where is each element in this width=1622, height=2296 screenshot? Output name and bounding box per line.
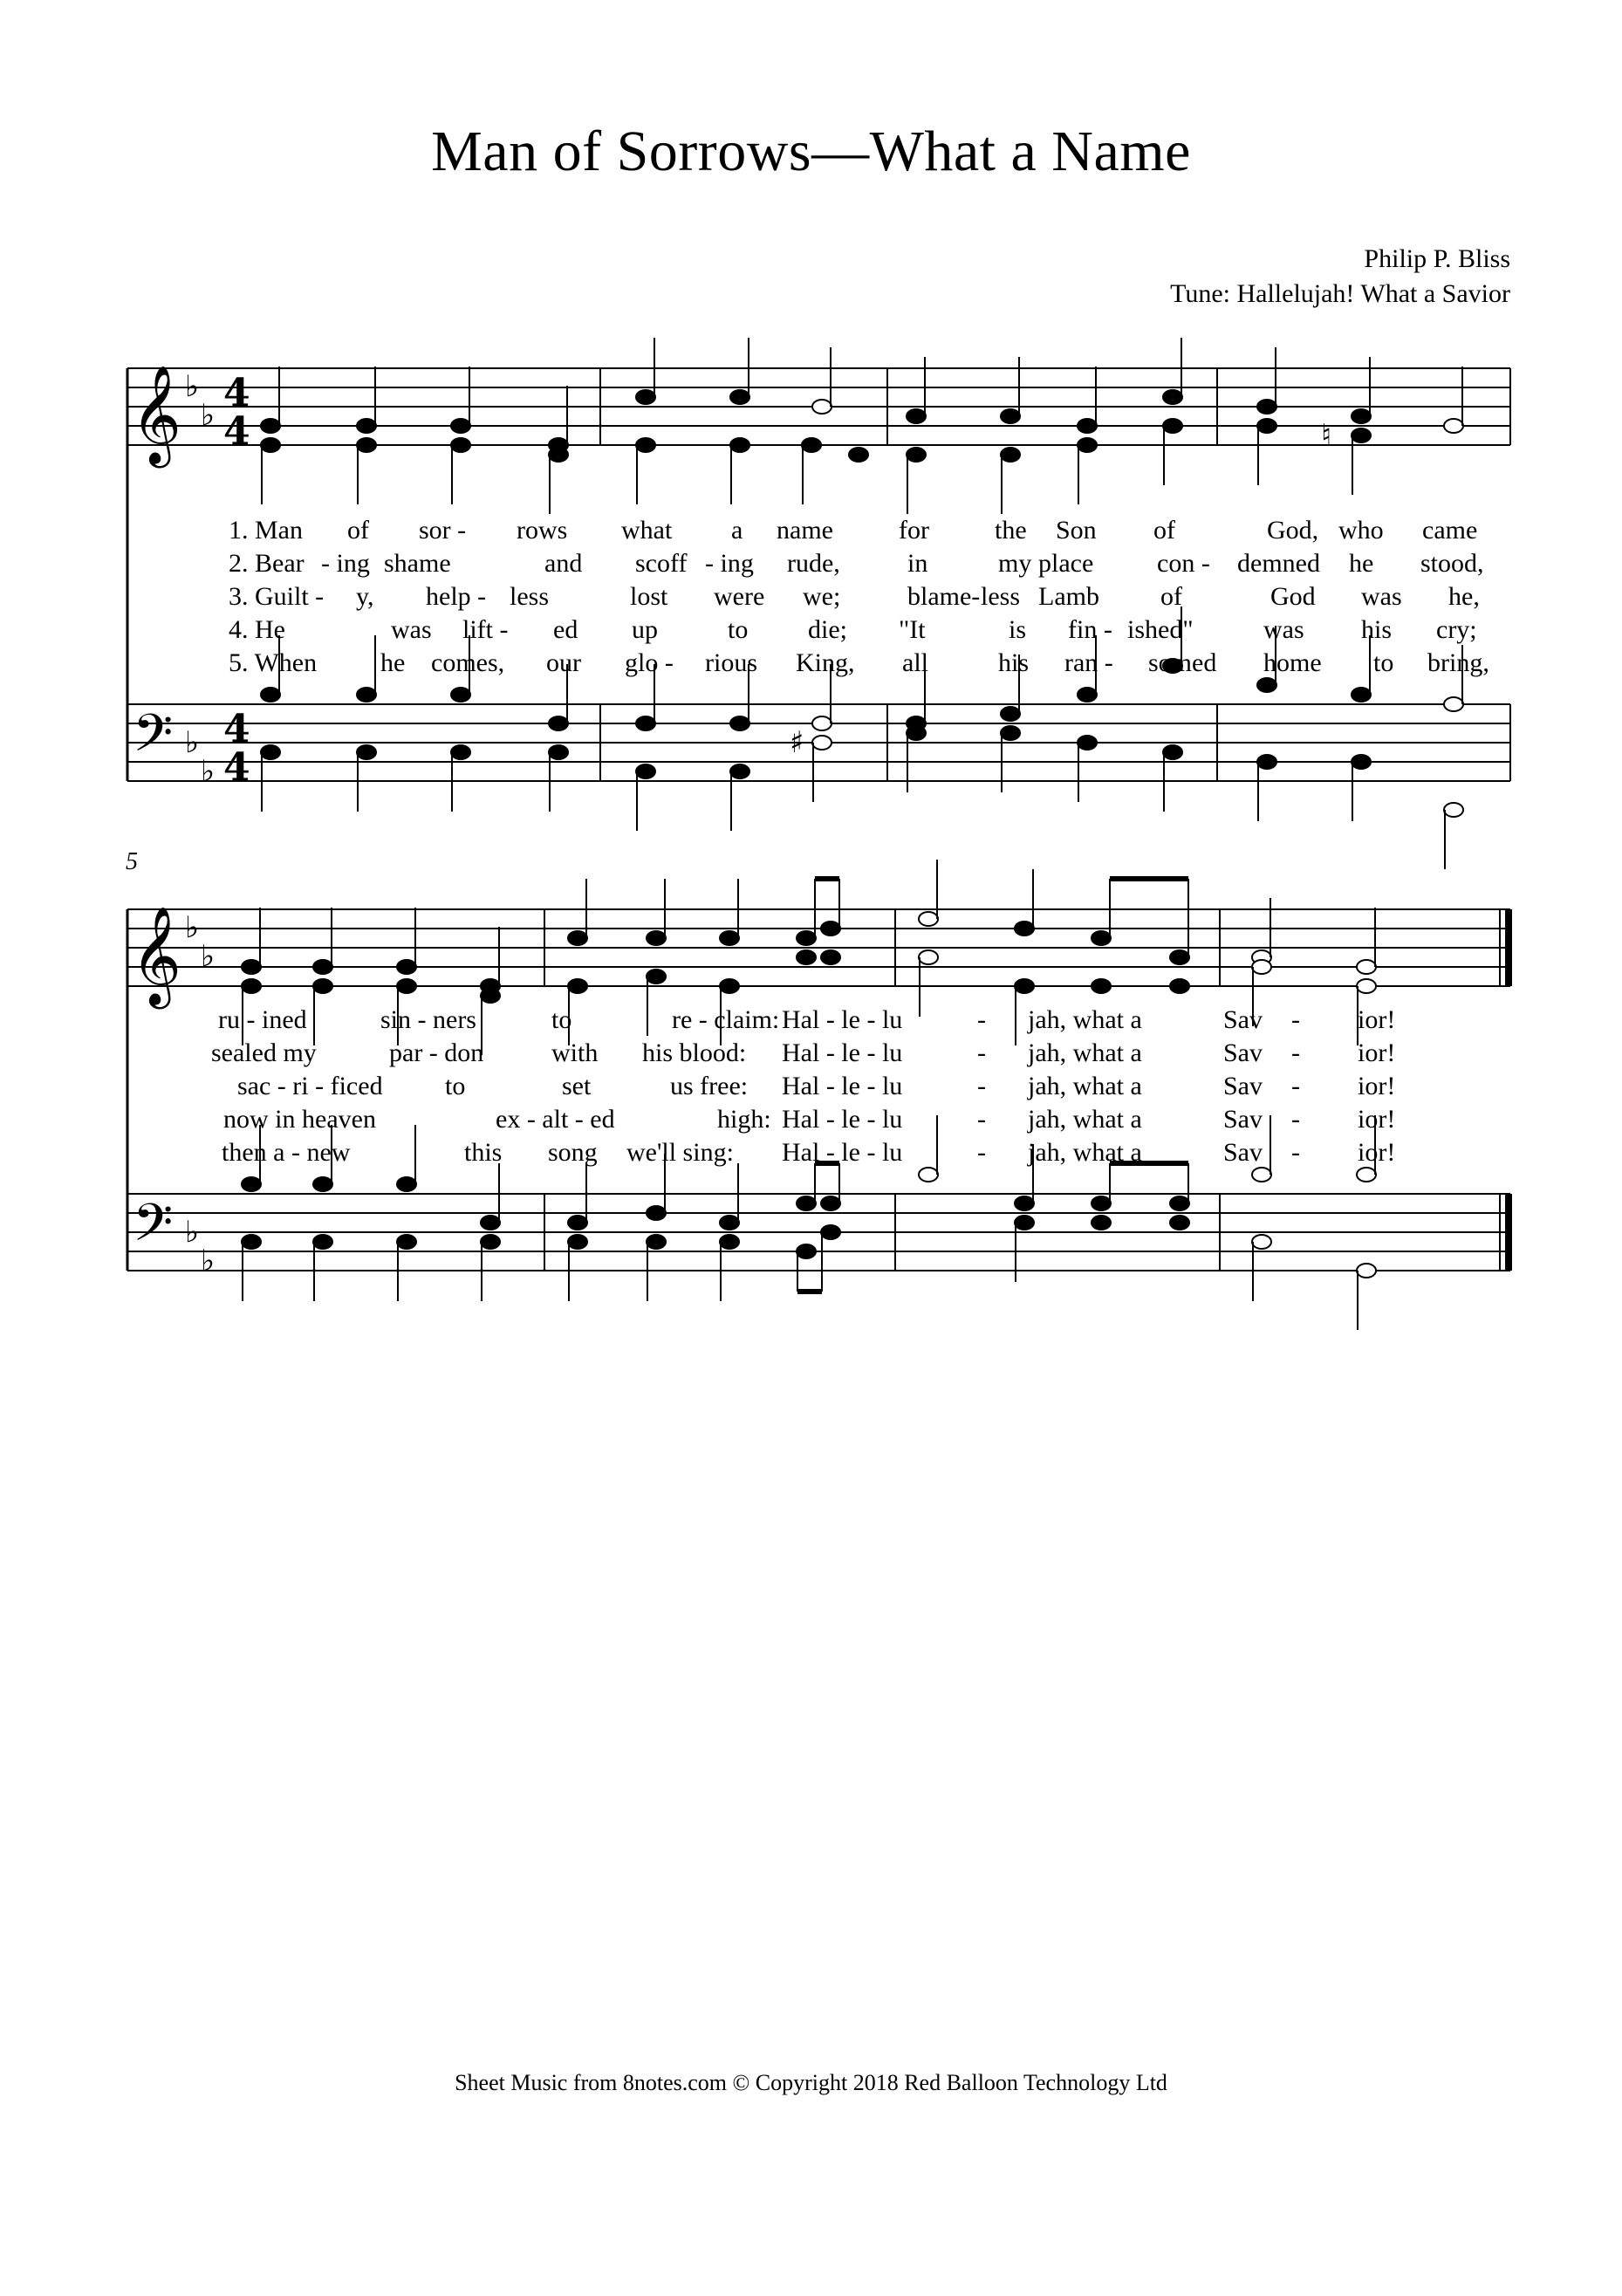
svg-text:with: with [551, 1038, 599, 1067]
svg-text:4. He: 4. He [229, 615, 285, 644]
svg-text:in: in [907, 549, 928, 578]
flat-icon: ♭ [185, 1215, 200, 1250]
svg-text:lost: lost [630, 582, 668, 611]
svg-text:rude,: rude, [787, 549, 840, 578]
tune-credit: Tune: Hallelujah! What a Savior [1170, 279, 1510, 308]
svg-text:jah, what a: jah, what a [1028, 1005, 1142, 1034]
key-signature-bass-2 [185, 1215, 215, 1278]
author-credit: Philip P. Bliss [1364, 244, 1510, 273]
svg-text:and: and [544, 549, 583, 578]
svg-text:is: is [1009, 615, 1027, 644]
svg-text:this: this [464, 1138, 503, 1167]
svg-text:stood,: stood, [1420, 549, 1484, 578]
svg-text:ished": ished" [1127, 615, 1194, 644]
svg-text:Sav: Sav [1223, 1072, 1263, 1100]
flat-icon: ♭ [185, 369, 200, 404]
svg-text:to: to [551, 1005, 572, 1034]
svg-text:to: to [728, 615, 749, 644]
svg-text:name: name [777, 516, 833, 545]
svg-text:less: less [981, 582, 1020, 611]
treble-clef-icon: 𝄞 [131, 365, 181, 464]
svg-text:Sav: Sav [1223, 1138, 1263, 1167]
svg-text:ru - ined: ru - ined [218, 1005, 307, 1034]
svg-text:he: he [380, 648, 406, 677]
verse-4-line-1 [229, 615, 1477, 644]
sharp-icon: ♯ [790, 725, 804, 760]
lyrics-2 [211, 1005, 1395, 1167]
natural-icon: ♮ [1321, 418, 1332, 453]
svg-text:sor -: sor - [419, 516, 467, 545]
svg-text:2. Bear: 2. Bear [229, 549, 305, 578]
final-barline [1505, 909, 1512, 1271]
svg-text:to: to [445, 1072, 466, 1100]
svg-text:we'll sing:: we'll sing: [626, 1138, 734, 1167]
svg-text:were: were [714, 582, 765, 611]
svg-text:Sav: Sav [1223, 1005, 1263, 1034]
svg-text:ior!: ior! [1358, 1138, 1396, 1167]
key-signature-treble-2 [185, 910, 215, 974]
verse-5-line-2 [222, 1138, 1395, 1167]
svg-text:-: - [977, 1105, 986, 1134]
footer-copyright: Sheet Music from 8notes.com © Copyright 2018 Red Balloon Technology Ltd [455, 2070, 1167, 2095]
svg-text:home: home [1263, 648, 1322, 677]
flat-icon: ♭ [201, 1244, 216, 1278]
verse-3-line-1 [229, 582, 1480, 611]
svg-text:Hal - le - lu: Hal - le - lu [782, 1105, 903, 1134]
svg-text:God: God [1270, 582, 1316, 611]
svg-text:-: - [1291, 1038, 1300, 1067]
svg-text:sac - ri - ficed: sac - ri - ficed [237, 1072, 383, 1100]
svg-text:jah, what a: jah, what a [1028, 1138, 1142, 1167]
svg-text:scoff: scoff [635, 549, 688, 578]
measure-number: 5 [126, 848, 138, 875]
svg-text:4: 4 [223, 707, 250, 751]
svg-text:now in heaven: now in heaven [223, 1105, 376, 1134]
svg-text:-: - [977, 1138, 986, 1167]
verse-4-line-2 [223, 1105, 1395, 1134]
svg-text:jah, what a: jah, what a [1028, 1038, 1142, 1067]
svg-text:my: my [998, 549, 1032, 578]
svg-text:his blood:: his blood: [642, 1038, 747, 1067]
verse-2-line-2 [211, 1038, 1395, 1067]
svg-text:-: - [1291, 1005, 1300, 1034]
svg-text:-: - [1291, 1072, 1300, 1100]
svg-text:3. Guilt -: 3. Guilt - [229, 582, 325, 611]
svg-text:-: - [977, 1005, 986, 1034]
svg-text:the: the [995, 516, 1027, 545]
bass-clef-icon: 𝄢 [133, 703, 174, 776]
svg-text:Sav: Sav [1223, 1038, 1263, 1067]
flat-icon: ♭ [185, 725, 200, 760]
svg-text:of: of [347, 516, 369, 545]
svg-text:re - claim:: re - claim: [672, 1005, 780, 1034]
svg-text:came: came [1422, 516, 1478, 545]
svg-text:rows: rows [517, 516, 568, 545]
svg-text:fin -: fin - [1068, 615, 1112, 644]
svg-text:somed: somed [1148, 648, 1217, 677]
svg-text:1. Man: 1. Man [229, 516, 303, 545]
svg-text:up: up [632, 615, 658, 644]
svg-text:was: was [1361, 582, 1402, 611]
svg-text:our: our [546, 648, 581, 677]
flat-icon: ♭ [201, 398, 216, 433]
svg-text:us free:: us free: [670, 1072, 749, 1100]
svg-text:sin - ners: sin - ners [380, 1005, 476, 1034]
svg-text:Hal - le - lu: Hal - le - lu [782, 1038, 903, 1067]
svg-text:song: song [548, 1138, 598, 1167]
svg-text:-: - [977, 1038, 986, 1067]
svg-text:- ing: - ing [705, 549, 754, 578]
svg-text:lift -: lift - [462, 615, 509, 644]
treble-staff-2 [127, 909, 1510, 986]
svg-text:ior!: ior! [1358, 1072, 1396, 1100]
svg-text:demned: demned [1237, 549, 1320, 578]
svg-text:Lamb: Lamb [1038, 582, 1099, 611]
treble-clef-icon: 𝄞 [131, 906, 181, 1005]
svg-text:help -: help - [426, 582, 487, 611]
lyrics-1 [229, 516, 1489, 677]
svg-text:sealed my: sealed my [211, 1038, 317, 1067]
svg-text:bring,: bring, [1427, 648, 1489, 677]
verse-2-line-1 [229, 549, 1484, 578]
svg-text:-: - [977, 1072, 986, 1100]
svg-text:King,: King, [796, 648, 855, 677]
svg-text:die;: die; [808, 615, 847, 644]
svg-text:4: 4 [223, 371, 250, 415]
svg-text:glo -: glo - [625, 648, 674, 677]
verse-1-line-2 [218, 1005, 1395, 1034]
svg-text:set: set [562, 1072, 592, 1100]
svg-text:we;: we; [803, 582, 841, 611]
svg-text:Sav: Sav [1223, 1105, 1263, 1134]
svg-text:Hal - le - lu: Hal - le - lu [782, 1072, 903, 1100]
svg-text:ex - alt - ed: ex - alt - ed [496, 1105, 615, 1134]
svg-text:ed: ed [553, 615, 578, 644]
svg-text:ior!: ior! [1358, 1105, 1396, 1134]
verse-1-line-1 [229, 516, 1477, 545]
svg-text:comes,: comes, [431, 648, 505, 677]
bass-clef-icon: 𝄢 [133, 1192, 174, 1265]
key-signature-bass-1 [185, 725, 215, 789]
svg-text:to: to [1373, 648, 1394, 677]
svg-text:what: what [621, 516, 673, 545]
svg-text:less: less [510, 582, 549, 611]
svg-text:Hal - le - lu: Hal - le - lu [782, 1005, 903, 1034]
svg-text:rious: rious [705, 648, 757, 677]
system-2 [126, 848, 1512, 1330]
svg-text:Son: Son [1056, 516, 1097, 545]
svg-text:y,: y, [356, 582, 374, 611]
svg-text:high:: high: [717, 1105, 771, 1134]
flat-icon: ♭ [185, 910, 200, 945]
svg-text:con -: con - [1157, 549, 1210, 578]
page-title: Man of Sorrows—What a Name [431, 120, 1191, 183]
svg-text:ior!: ior! [1358, 1038, 1396, 1067]
svg-text:a: a [731, 516, 743, 545]
svg-text:cry;: cry; [1436, 615, 1477, 644]
bass-notes-1 [261, 607, 1463, 869]
svg-text:blame-: blame- [907, 582, 981, 611]
svg-text:his: his [998, 648, 1030, 677]
time-signature-bass-1 [223, 707, 250, 790]
svg-text:of: of [1153, 516, 1175, 545]
svg-text:4: 4 [223, 409, 250, 454]
svg-text:he,: he, [1448, 582, 1480, 611]
svg-text:par - don: par - don [389, 1038, 484, 1067]
svg-text:ior!: ior! [1358, 1005, 1396, 1034]
svg-text:jah, what a: jah, what a [1028, 1072, 1142, 1100]
bass-staff-2 [127, 1194, 1510, 1271]
verse-5-line-1 [229, 648, 1489, 677]
svg-text:then a - new: then a - new [222, 1138, 351, 1167]
svg-text:he: he [1349, 549, 1374, 578]
svg-text:- ing: - ing [321, 549, 370, 578]
verse-3-line-2 [237, 1072, 1395, 1100]
svg-text:God,: God, [1267, 516, 1319, 545]
svg-text:4: 4 [223, 745, 250, 790]
svg-text:his: his [1361, 615, 1393, 644]
svg-text:"It: "It [899, 615, 926, 644]
svg-text:5. When: 5. When [229, 648, 318, 677]
svg-text:all: all [902, 648, 928, 677]
svg-text:was: was [391, 615, 432, 644]
flat-icon: ♭ [201, 939, 216, 974]
svg-text:Hal - le - lu: Hal - le - lu [782, 1138, 903, 1167]
svg-text:-: - [1291, 1105, 1300, 1134]
svg-text:ran -: ran - [1064, 648, 1113, 677]
system-1 [127, 338, 1510, 869]
svg-text:who: who [1338, 516, 1384, 545]
svg-text:shame: shame [384, 549, 451, 578]
svg-text:place: place [1038, 549, 1094, 578]
svg-text:-: - [1291, 1138, 1300, 1167]
time-signature-treble-1 [223, 371, 250, 454]
svg-text:for: for [899, 516, 929, 545]
key-signature-treble-1 [185, 369, 215, 433]
flat-icon: ♭ [201, 754, 216, 789]
svg-text:jah, what a: jah, what a [1028, 1105, 1142, 1134]
svg-text:of: of [1160, 582, 1182, 611]
svg-text:was: was [1263, 615, 1304, 644]
